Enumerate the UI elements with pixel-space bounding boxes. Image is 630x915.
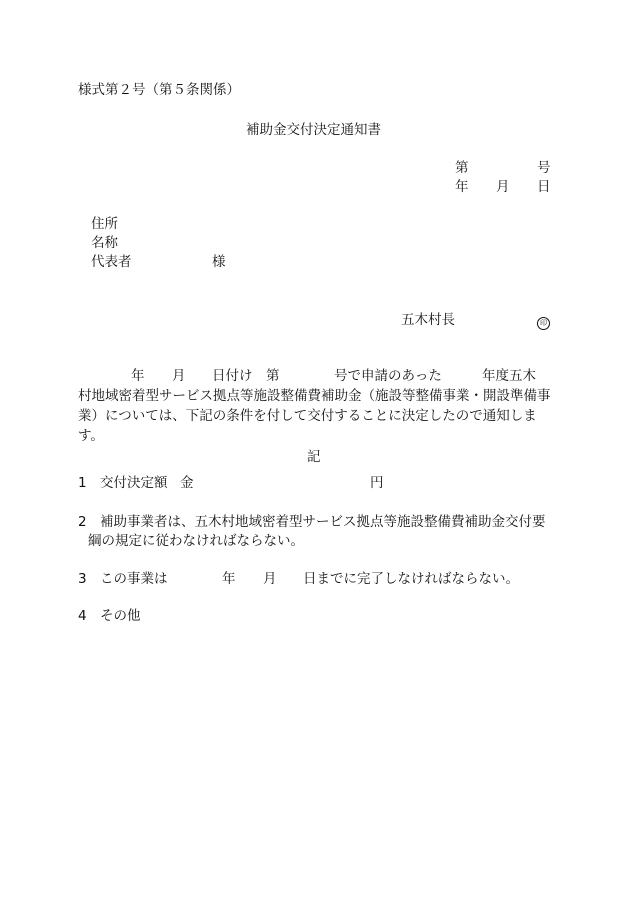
body-line-3: 業）については、下記の条件を付して交付することに決定したので通知しま — [78, 408, 537, 424]
address-label: 住所 — [91, 216, 118, 232]
doc-date-month: 月 — [496, 179, 510, 195]
form-number: 様式第２号（第５条関係） — [78, 82, 240, 98]
item1-yen: 円 — [370, 475, 384, 491]
item1-number: 1 — [78, 475, 87, 491]
issuer-name: 五木村長 — [401, 312, 455, 328]
item4-number: 4 — [78, 608, 87, 624]
item3-suffix: 日までに完了しなければならない。 — [303, 571, 519, 587]
document-title: 補助金交付決定通知書 — [246, 122, 381, 138]
body-line-2: 村地域密着型サービス拠点等施設整備費補助金（施設等整備事業・開設準備事 — [78, 388, 551, 404]
doc-date-day: 日 — [537, 179, 551, 195]
item2-line1: 補助事業者は、五木村地域密着型サービス拠点等施設整備費補助金交付要 — [100, 514, 546, 530]
body-line-4: す。 — [78, 428, 104, 444]
item1-kin: 金 — [180, 475, 194, 491]
item1-label: 交付決定額 — [100, 475, 168, 491]
seal-mark — [537, 312, 550, 331]
item3-month: 月 — [263, 571, 277, 587]
doc-number-suffix: 号 — [537, 160, 551, 176]
body-num-suffix: 号で申請のあった — [334, 368, 442, 384]
body-dated: 日付け — [212, 368, 253, 384]
doc-date-year: 年 — [455, 179, 469, 195]
item3-year: 年 — [222, 571, 236, 587]
item2-number: 2 — [78, 514, 87, 530]
name-label: 名称 — [91, 235, 118, 251]
body-year: 年 — [131, 368, 145, 384]
body-paragraph — [78, 386, 552, 446]
item4-label: その他 — [100, 608, 141, 624]
body-fiscal-year: 年度五木 — [482, 368, 536, 384]
representative-label: 代表者 — [91, 254, 132, 270]
doc-number-prefix: 第 — [455, 160, 469, 176]
seal-icon: 印 — [537, 317, 550, 330]
honorific-sama: 様 — [212, 254, 226, 270]
body-num-prefix: 第 — [266, 368, 280, 384]
body-month: 月 — [172, 368, 186, 384]
ki-heading: 記 — [307, 449, 321, 465]
item2-line2: 綱の規定に従わなければならない。 — [88, 533, 304, 549]
item3-number: 3 — [78, 571, 87, 587]
item3-prefix: この事業は — [100, 571, 168, 587]
